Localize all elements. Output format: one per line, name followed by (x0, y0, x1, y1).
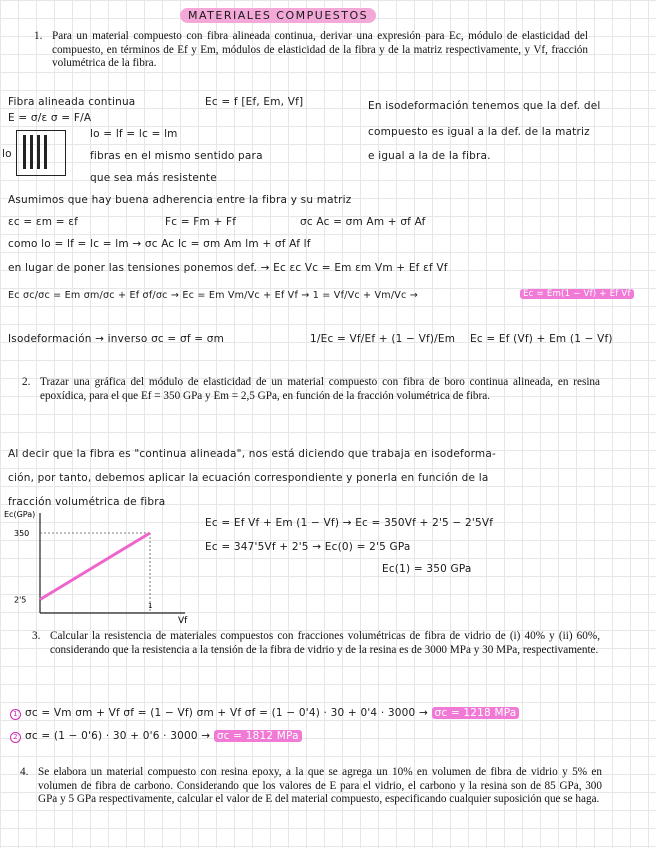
note-line: fibras en el mismo sentido para (90, 150, 263, 162)
problem-text: Se elabora un material compuesto con resina epoxy, a la que se agrega un 10% en volumen de fibra de vidrio y 5% en volumen de fibra de carbono. Considerando que los valores de E para el vidrio, el carbono y la resina son de 85 GPa, 300 GPa y 5 GPa respectivamente, calcular el valor de E del material compuesto, especificando cualquier suposición que se haga. (38, 766, 602, 805)
y-axis-label: Ec(GPa) (4, 510, 36, 519)
note-line: en lugar de poner las tensiones ponemos def. → Ec εc Vc = Em εm Vm + Ef εf Vf (8, 262, 448, 274)
problem-text: Trazar una gráfica del módulo de elasticidad de un material compuesto con fibra de boro continua alineada, en resina epoxídica, para el que Ef = 350 GPa y Em = 2,5 GPa, en función de la fracción volumétrica de fibra. (40, 376, 600, 402)
problem-text: Para un material compuesto con fibra alineada continua, derivar una expresión para Ec, módulo de elasticidad del compuesto, en términos de Ef y Em, módulos de elasticidad de la fibra y de la matriz respectivamente, y Vf, fracción volumétrica de la fibra. (52, 30, 588, 69)
y-tick-label: 2'5 (14, 595, 27, 605)
note-line: En isodeformación tenemos que la def. del (368, 100, 601, 112)
item-marker: 1 (10, 709, 21, 720)
highlighted-result: Ec = Em(1 − Vf) + Ef Vf (520, 289, 634, 299)
answer-ii (10, 730, 302, 743)
problem-number: 4. (20, 766, 29, 778)
problem-4 (20, 766, 602, 807)
x-tick-label: 1 (148, 602, 153, 610)
note-line: lo = lf = lc = lm (90, 128, 178, 140)
answer-result: σc = 1812 MPa (214, 730, 302, 742)
note-line: 1/Ec = Vf/Ef + (1 − Vf)/Em (310, 333, 456, 345)
note-line: compuesto es igual a la def. de la matriz (368, 126, 590, 138)
note-line: e igual a la de la fibra. (368, 150, 491, 162)
problem-number: 1. (34, 30, 43, 42)
note-line: Ec(1) = 350 GPa (382, 563, 472, 575)
answer-i (10, 707, 519, 720)
note-line: fracción volumétrica de fibra (8, 496, 166, 508)
problem-number: 2. (22, 376, 31, 388)
note-line: E = σ/ε σ = F/A (8, 112, 92, 124)
page-title: MATERIALES COMPUESTOS (180, 8, 376, 23)
y-tick-label: 350 (14, 529, 30, 538)
problem-3 (32, 630, 600, 657)
note-line: ción, por tanto, debemos aplicar la ecuación correspondiente y ponerla en función de la (8, 472, 489, 484)
note-line: Ec = f [Ef, Em, Vf] (205, 96, 304, 108)
note-line: Asumimos que hay buena adherencia entre la fibra y su matriz (8, 194, 352, 206)
answer-equation: σc = Vm σm + Vf σf = (1 − Vf) σm + Vf σf = (1 − 0'4) · 30 + 0'4 · 3000 → (25, 707, 428, 719)
problem-number: 3. (32, 630, 41, 642)
modulus-chart (0, 505, 200, 625)
item-marker: 2 (10, 732, 21, 743)
note-line: σc Ac = σm Am + σf Af (300, 216, 426, 228)
note-line: εc = εm = εf (8, 216, 79, 228)
note-line: Ec = Ef Vf + Em (1 − Vf) → Ec = 350Vf + 2'5 − 2'5Vf (205, 517, 494, 529)
fiber-sketch (16, 130, 66, 176)
problem-2 (22, 376, 600, 403)
note-line: que sea más resistente (90, 172, 217, 184)
answer-result: σc = 1218 MPa (432, 707, 520, 719)
note-line: Al decir que la fibra es "continua alineada", nos está diciendo que trabaja en isodeforma- (8, 448, 496, 460)
problem-text: Calcular la resistencia de materiales compuestos con fracciones volumétricas de fibra de vidrio de (i) 40% y (ii) 60%, considerando que la resistencia a la tensión de la fibra de vidrio y de la resina es de 3000 MPa y 30 MPa, respectivamente. (50, 630, 600, 656)
note-line: Isodeformación → inverso σc = σf = σm (8, 333, 225, 345)
series-line (40, 533, 150, 600)
note-line: como lo = lf = lc = lm → σc Ac lc = σm Am lm + σf Af lf (8, 238, 311, 250)
note-line: Ec = Ef (Vf) + Em (1 − Vf) (470, 333, 613, 345)
x-axis-label: Vf (178, 616, 188, 625)
note-line: Fibra alineada continua (8, 96, 136, 108)
sketch-label: lo (2, 148, 12, 160)
problem-1 (34, 30, 588, 71)
note-line: Fc = Fm + Ff (165, 216, 237, 228)
note-line: Ec σc/σc = Em σm/σc + Ef σf/σc → Ec = Em Vm/Vc + Ef Vf → 1 = Vf/Vc + Vm/Vc → (8, 290, 419, 301)
answer-equation: σc = (1 − 0'6) · 30 + 0'6 · 3000 → (25, 730, 211, 742)
note-line: Ec = 347'5Vf + 2'5 → Ec(0) = 2'5 GPa (205, 541, 411, 553)
